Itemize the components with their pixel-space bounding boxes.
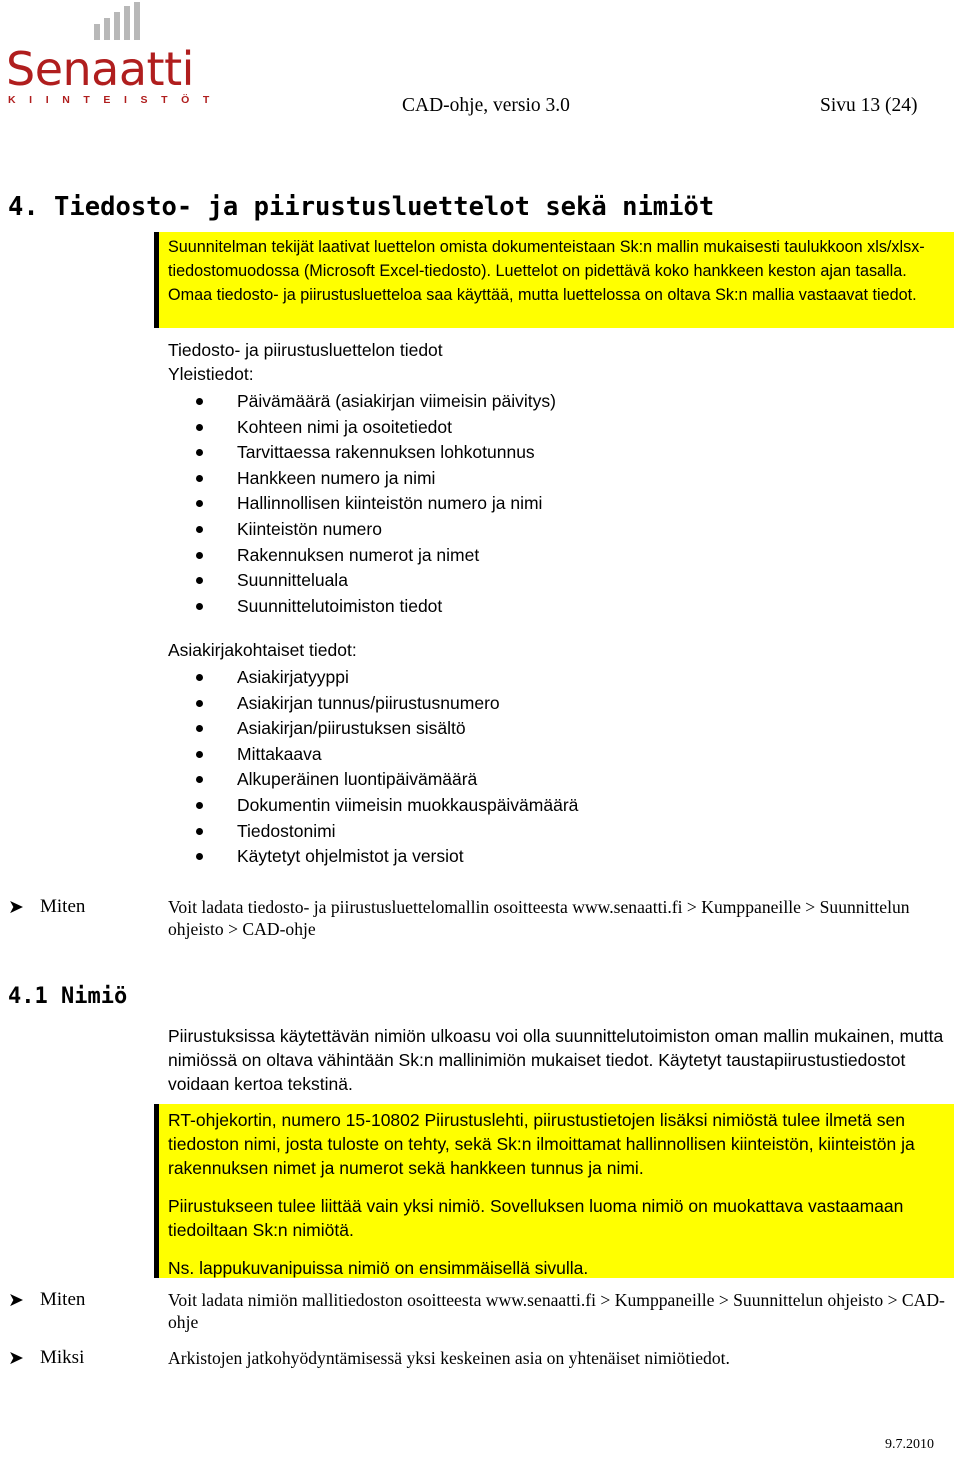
miten-label: Miten (40, 1289, 86, 1310)
page-number: Sivu 13 (24) (820, 95, 918, 116)
list-item: Hallinnollisen kiinteistön numero ja nimi (196, 491, 556, 517)
list-item: Dokumentin viimeisin muokkauspäivämäärä (196, 793, 578, 819)
list-item: Kiinteistön numero (196, 517, 556, 543)
miksi-label: Miksi (40, 1347, 85, 1368)
general-info-list (196, 389, 556, 619)
list-item: Käytetyt ohjelmistot ja versiot (196, 844, 578, 870)
miksi-text: Arkistojen jatkohyödyntämisessä yksi keskeinen asia on yhtenäiset nimiötiedot. (168, 1348, 730, 1368)
list-item: Mittakaava (196, 742, 578, 768)
list-item: Suunnitteluala (196, 568, 556, 594)
highlight-text: Suunnitelman tekijät laativat luettelon omista dokumenteistaan Sk:n mallin mukaisesti taulukkoon xls/xlsx-tiedostomuodossa (Microsoft Excel-tiedosto). Luettelot on pidettävä koko hankkeen keston ajan tasalla. Omaa tiedosto- ja piirustusluetteloa saa käyttää, mutta luettelossa on oltava Sk:n mallia vastaavat tiedot. (168, 238, 925, 304)
list-item: Asiakirjan tunnus/piirustusnumero (196, 691, 578, 717)
list-item: Päivämäärä (asiakirjan viimeisin päivitys) (196, 389, 556, 415)
list-item: Asiakirjatyyppi (196, 665, 578, 691)
miten-text: Voit ladata nimiön mallitiedoston osoitteesta www.senaatti.fi > Kumppaneille > Suunnittelun ohjeisto > CAD-ohje (168, 1290, 945, 1332)
highlight-paragraph: Ns. lappukuvanipuissa nimiö on ensimmäisellä sivulla. (168, 1258, 589, 1278)
highlight-paragraph: RT-ohjekortin, numero 15-10802 Piirustuslehti, piirustustietojen lisäksi nimiöstä tulee ilmetä sen tiedoston nimi, josta tuloste on tehty, sekä Sk:n ilmoittamat hallinnollisen kiinteistön, kiinteistön ja rakennuksen nimet ja numerot sekä hankkeen tunnus ja nimi. (168, 1110, 915, 1178)
document-info-list (196, 665, 578, 870)
document-title: CAD-ohje, versio 3.0 (402, 95, 570, 116)
section-heading: 4. Tiedosto- ja piirustusluettelot sekä nimiöt (8, 192, 715, 222)
arrow-bullet-icon: ➤ (8, 896, 24, 918)
arrow-bullet-icon: ➤ (8, 1347, 24, 1369)
list-item: Asiakirjan/piirustuksen sisältö (196, 716, 578, 742)
subsection-title: Tiedosto- ja piirustusluettelon tiedot (168, 340, 443, 360)
list-item: Tarvittaessa rakennuksen lohkotunnus (196, 440, 556, 466)
arrow-bullet-icon: ➤ (8, 1289, 24, 1311)
section-heading-nimio: 4.1 Nimiö (8, 984, 128, 1009)
nimio-paragraph: Piirustuksissa käytettävän nimiön ulkoasu voi olla suunnittelutoimiston oman mallin mukainen, mutta nimiössä on oltava vähintään Sk:n mallinimiön mukaiset tiedot. Käytetyt taustapiirustustiedostot voidaan kertoa tekstinä. (168, 1026, 944, 1094)
list-item: Alkuperäinen luontipäivämäärä (196, 767, 578, 793)
highlight-box-nimio (154, 1104, 954, 1278)
document-info-label: Asiakirjakohtaiset tiedot: (168, 640, 357, 660)
list-item: Suunnittelutoimiston tiedot (196, 594, 556, 620)
list-item: Rakennuksen numerot ja nimet (196, 543, 556, 569)
highlight-paragraph: Piirustukseen tulee liittää vain yksi nimiö. Sovelluksen luoma nimiö on muokattava vastaamaan tiedoiltaan Sk:n nimiötä. (168, 1196, 904, 1240)
miten-label: Miten (40, 896, 86, 917)
logo-wordmark: Senaatti (6, 42, 194, 96)
list-item: Kohteen nimi ja osoitetiedot (196, 415, 556, 441)
list-item: Tiedostonimi (196, 819, 578, 845)
miten-text: Voit ladata tiedosto- ja piirustusluettelomallin osoitteesta www.senaatti.fi > Kumppaneille > Suunnittelun ohjeisto > CAD-ohje (168, 897, 910, 939)
senaatti-logo (6, 2, 223, 114)
logo-subtitle: KIINTEISTÖT (8, 94, 223, 106)
footer-date: 9.7.2010 (885, 1437, 934, 1452)
highlight-box-luettelot (154, 232, 954, 328)
list-item: Hankkeen numero ja nimi (196, 466, 556, 492)
logo-bars-graphic (94, 2, 198, 40)
general-info-label: Yleistiedot: (168, 364, 254, 384)
